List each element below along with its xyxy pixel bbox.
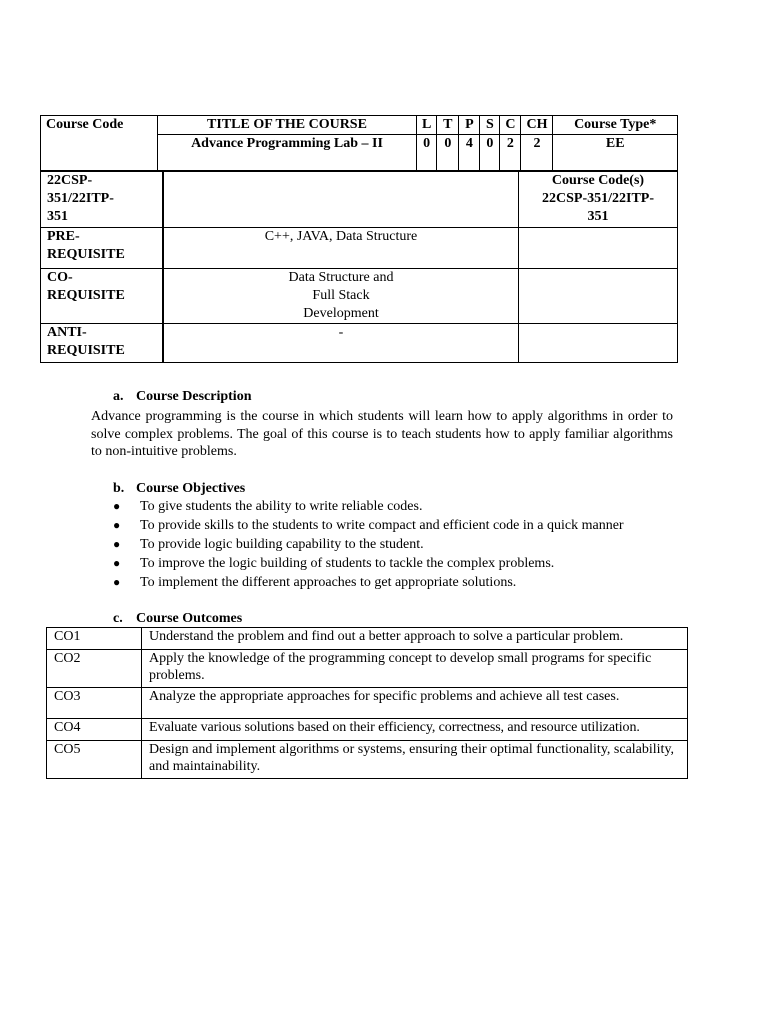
- c-value: 2: [500, 135, 521, 171]
- s-header: S: [480, 116, 500, 135]
- course-outcomes-table: [46, 627, 688, 779]
- corequisite-label-line: REQUISITE: [47, 288, 125, 303]
- course-header-row: [41, 116, 678, 135]
- course-type-value: EE: [553, 135, 678, 171]
- outcome-row: [47, 741, 688, 779]
- antirequisite-value: -: [163, 324, 519, 363]
- corequisite-value-line: Full Stack: [312, 288, 370, 303]
- section-title: Course Outcomes: [136, 611, 243, 626]
- objective-text: To give students the ability to write reliable codes.: [140, 499, 423, 514]
- course-title-header: TITLE OF THE COURSE: [158, 116, 417, 135]
- outcome-text: Evaluate various solutions based on their efficiency, correctness, and resource utilization.: [142, 719, 688, 741]
- outcome-code: CO5: [47, 741, 142, 779]
- c-header: C: [500, 116, 521, 135]
- objective-text: To improve the logic building of students to tackle the complex problems.: [140, 556, 555, 571]
- outcome-text: Understand the problem and find out a better approach to solve a particular problem.: [142, 628, 688, 650]
- bullet-icon: ●: [113, 518, 121, 532]
- objective-item: [113, 535, 624, 554]
- objective-text: To provide logic building capability to the student.: [140, 537, 424, 552]
- empty-cell: [519, 269, 678, 324]
- outcome-row: [47, 688, 688, 719]
- prerequisite-row: [41, 228, 678, 269]
- section-letter: a.: [113, 389, 124, 404]
- corequisite-row: [41, 269, 678, 324]
- course-codes-cell: [519, 172, 678, 228]
- ch-value: 2: [521, 135, 553, 171]
- bullet-icon: ●: [113, 575, 121, 589]
- t-value: 0: [437, 135, 459, 171]
- objective-text: To implement the different approaches to get appropriate solutions.: [140, 575, 517, 590]
- course-codes-line: 351: [587, 209, 609, 224]
- course-code-header: Course Code: [41, 116, 158, 171]
- corequisite-value-line: Development: [303, 306, 379, 321]
- outcome-code: CO4: [47, 719, 142, 741]
- antirequisite-label-line: REQUISITE: [47, 343, 125, 358]
- ch-header: CH: [521, 116, 553, 135]
- t-header: T: [437, 116, 459, 135]
- objective-item: [113, 573, 624, 592]
- corequisite-value-line: Data Structure and: [288, 270, 394, 285]
- course-title: Advance Programming Lab – II: [158, 135, 417, 171]
- section-letter: b.: [113, 481, 125, 496]
- corequisite-label: [41, 269, 164, 324]
- objective-item: [113, 554, 624, 573]
- objective-text: To provide skills to the students to write compact and efficient code in a quick manner: [140, 518, 624, 533]
- objective-item: [113, 497, 624, 516]
- outcome-row: [47, 650, 688, 688]
- outcome-row: [47, 719, 688, 741]
- course-description-heading: [113, 388, 252, 406]
- outcome-code: CO2: [47, 650, 142, 688]
- antirequisite-label: [41, 324, 164, 363]
- p-value: 4: [459, 135, 480, 171]
- p-header: P: [459, 116, 480, 135]
- antirequisite-row: [41, 324, 678, 363]
- s-value: 0: [480, 135, 500, 171]
- l-value: 0: [417, 135, 437, 171]
- outcome-text: Analyze the appropriate approaches for specific problems and achieve all test cases.: [142, 688, 688, 719]
- bullet-icon: ●: [113, 556, 121, 570]
- empty-cell: [519, 228, 678, 269]
- corequisite-label-line: CO-: [47, 270, 73, 285]
- section-title: Course Description: [136, 389, 252, 404]
- section-letter: c.: [113, 611, 123, 626]
- prerequisite-label: [41, 228, 164, 269]
- prerequisite-label-line: PRE-: [47, 229, 80, 244]
- objective-item: [113, 516, 624, 535]
- outcome-text: Apply the knowledge of the programming concept to develop small programs for specific problems.: [142, 650, 688, 688]
- course-code-line: 22CSP-: [47, 173, 93, 188]
- course-code-row: [41, 172, 678, 228]
- course-codes-label: Course Code(s): [551, 173, 645, 188]
- l-header: L: [417, 116, 437, 135]
- section-title: Course Objectives: [136, 481, 246, 496]
- course-codes-line: 22CSP-351/22ITP-: [542, 191, 654, 206]
- course-code-cell: [41, 172, 164, 228]
- bullet-icon: ●: [113, 499, 121, 513]
- corequisite-value: [163, 269, 519, 324]
- course-code-line: 351: [47, 209, 68, 224]
- outcome-row: [47, 628, 688, 650]
- course-code-line: 351/22ITP-: [47, 191, 114, 206]
- outcome-text: Design and implement algorithms or systems, ensuring their optimal functionality, scalability, and maintainability.: [142, 741, 688, 779]
- prerequisite-value: C++, JAVA, Data Structure: [163, 228, 519, 269]
- antirequisite-label-line: ANTI-: [47, 325, 87, 340]
- course-type-header: Course Type*: [553, 116, 678, 135]
- objectives-list: [113, 497, 624, 592]
- course-header-table: [40, 115, 678, 171]
- outcome-code: CO3: [47, 688, 142, 719]
- empty-cell: [163, 172, 519, 228]
- course-outcomes-heading: [113, 610, 242, 628]
- bullet-icon: ●: [113, 537, 121, 551]
- empty-cell: [519, 324, 678, 363]
- course-description-text: Advance programming is the course in which students will learn how to apply algorithms in order to solve complex problems. The goal of this course is to teach students how to apply familiar algorithms to non-intuitive problems.: [91, 409, 673, 459]
- outcome-code: CO1: [47, 628, 142, 650]
- prerequisite-label-line: REQUISITE: [47, 247, 125, 262]
- requisites-table: [40, 171, 678, 363]
- course-objectives-heading: [113, 480, 245, 498]
